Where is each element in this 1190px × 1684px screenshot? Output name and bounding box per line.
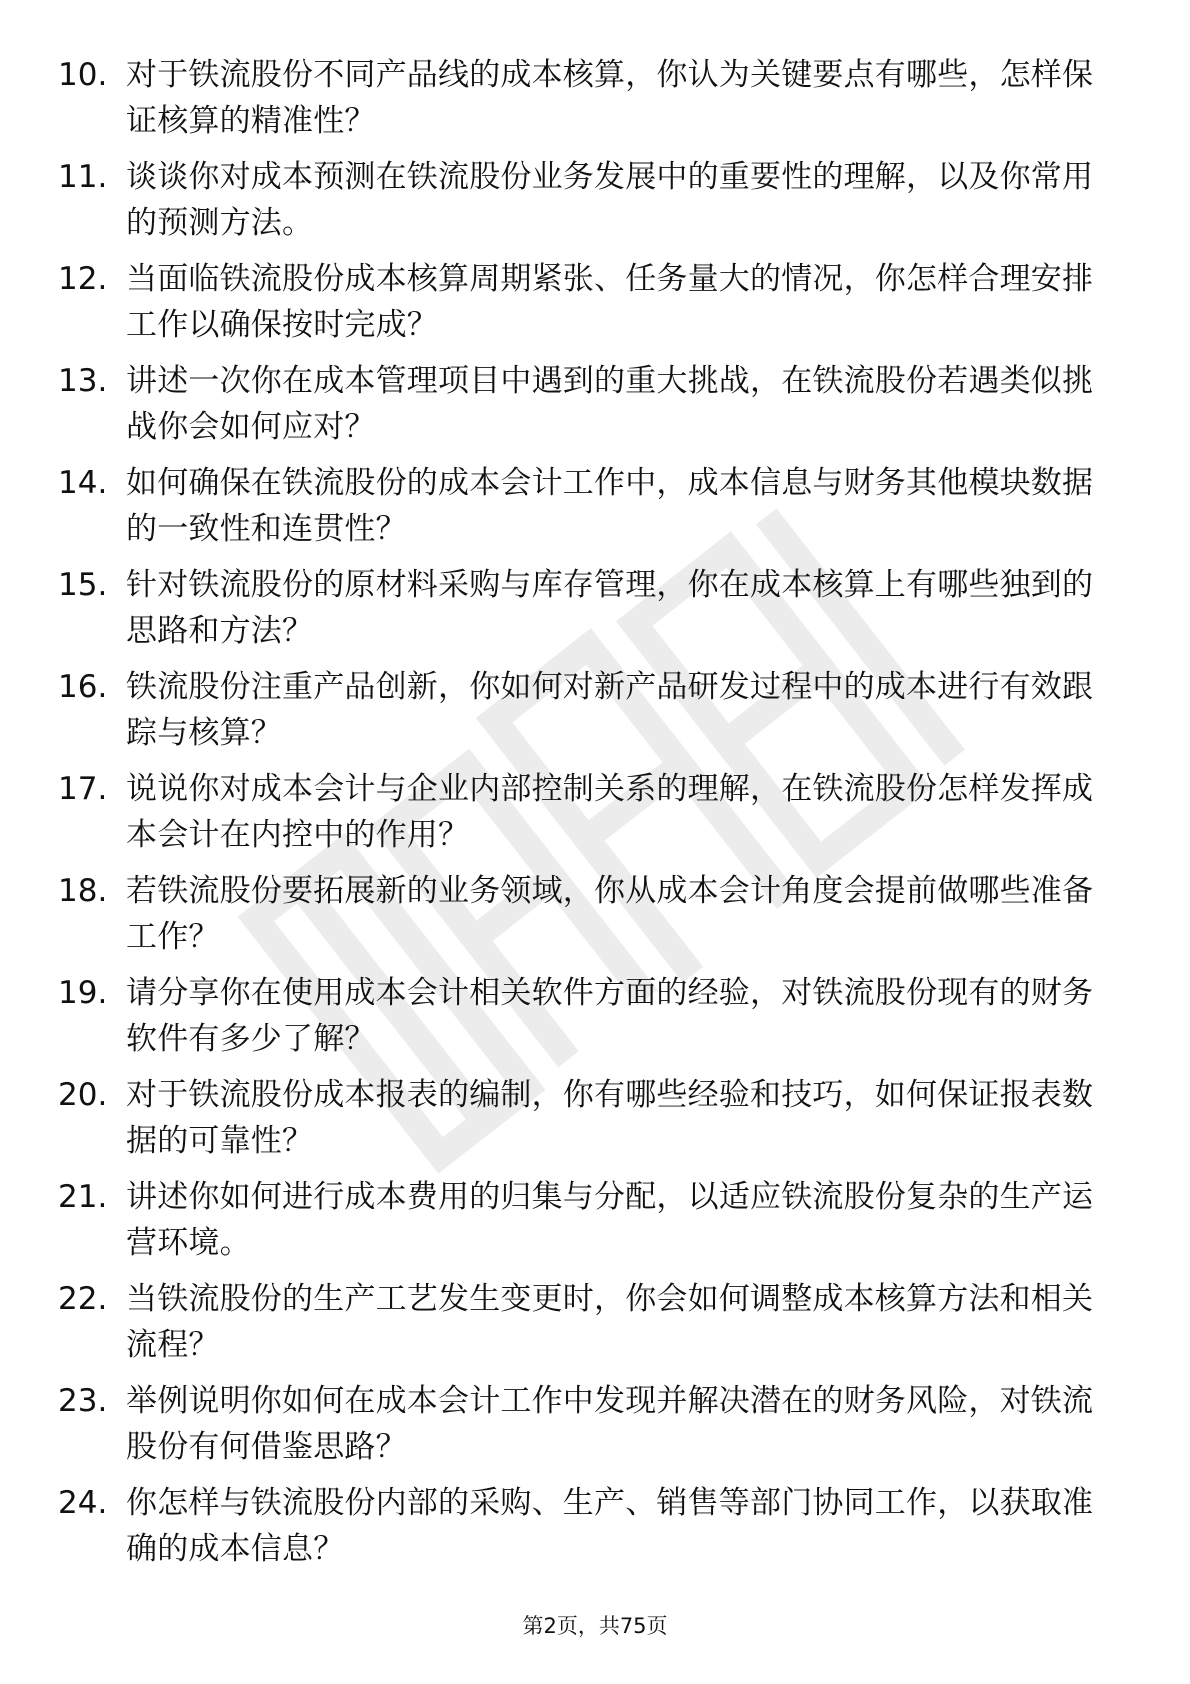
question-number: 23. <box>58 1383 108 1419</box>
question-text: 当面临铁流股份成本核算周期紧张、任务量大的情况，你怎样合理安排工作以确保按时完成？ <box>126 261 1094 343</box>
question-text: 对于铁流股份不同产品线的成本核算，你认为关键要点有哪些，怎样保证核算的精准性？ <box>126 57 1094 139</box>
question-number: 19. <box>58 975 108 1011</box>
question-item-20 <box>58 1072 1118 1174</box>
question-item-22 <box>58 1276 1118 1378</box>
question-item-10 <box>58 52 1118 154</box>
question-text: 当铁流股份的生产工艺发生变更时，你会如何调整成本核算方法和相关流程？ <box>126 1281 1094 1363</box>
question-text: 请分享你在使用成本会计相关软件方面的经验，对铁流股份现有的财务软件有多少了解？ <box>126 975 1094 1057</box>
question-text: 对于铁流股份成本报表的编制，你有哪些经验和技巧，如何保证报表数据的可靠性？ <box>126 1077 1094 1159</box>
question-number: 12. <box>58 261 108 297</box>
question-text: 谈谈你对成本预测在铁流股份业务发展中的重要性的理解，以及你常用的预测方法。 <box>126 159 1094 241</box>
question-number: 10. <box>58 57 108 93</box>
question-text: 针对铁流股份的原材料采购与库存管理，你在成本核算上有哪些独到的思路和方法？ <box>126 567 1094 649</box>
question-number: 21. <box>58 1179 108 1215</box>
question-number: 18. <box>58 873 108 909</box>
question-number: 24. <box>58 1485 108 1521</box>
question-item-12 <box>58 256 1118 358</box>
question-number: 13. <box>58 363 108 399</box>
question-number: 17. <box>58 771 108 807</box>
question-item-23 <box>58 1378 1118 1480</box>
question-item-15 <box>58 562 1118 664</box>
question-text: 讲述一次你在成本管理项目中遇到的重大挑战，在铁流股份若遇类似挑战你会如何应对？ <box>126 363 1094 445</box>
question-item-24 <box>58 1480 1118 1582</box>
question-item-13 <box>58 358 1118 460</box>
question-text: 如何确保在铁流股份的成本会计工作中，成本信息与财务其他模块数据的一致性和连贯性？ <box>126 465 1094 547</box>
question-number: 15. <box>58 567 108 603</box>
question-item-14 <box>58 460 1118 562</box>
question-text: 举例说明你如何在成本会计工作中发现并解决潜在的财务风险，对铁流股份有何借鉴思路？ <box>126 1383 1094 1465</box>
page-number-footer: 第2页，共75页 <box>522 1614 668 1638</box>
question-text: 铁流股份注重产品创新，你如何对新产品研发过程中的成本进行有效跟踪与核算？ <box>126 669 1094 751</box>
question-number: 22. <box>58 1281 108 1317</box>
question-text: 你怎样与铁流股份内部的采购、生产、销售等部门协同工作，以获取准确的成本信息？ <box>126 1485 1094 1567</box>
question-number: 16. <box>58 669 108 705</box>
question-list <box>58 52 1118 1582</box>
question-item-17 <box>58 766 1118 868</box>
question-text: 若铁流股份要拓展新的业务领域，你从成本会计角度会提前做哪些准备工作？ <box>126 873 1094 955</box>
question-text: 说说你对成本会计与企业内部控制关系的理解，在铁流股份怎样发挥成本会计在内控中的作用？ <box>126 771 1094 853</box>
question-item-18 <box>58 868 1118 970</box>
question-item-19 <box>58 970 1118 1072</box>
question-number: 11. <box>58 159 108 195</box>
question-item-11 <box>58 154 1118 256</box>
question-item-21 <box>58 1174 1118 1276</box>
question-text: 讲述你如何进行成本费用的归集与分配，以适应铁流股份复杂的生产运营环境。 <box>126 1179 1094 1261</box>
question-item-16 <box>58 664 1118 766</box>
question-number: 14. <box>58 465 108 501</box>
question-number: 20. <box>58 1077 108 1113</box>
